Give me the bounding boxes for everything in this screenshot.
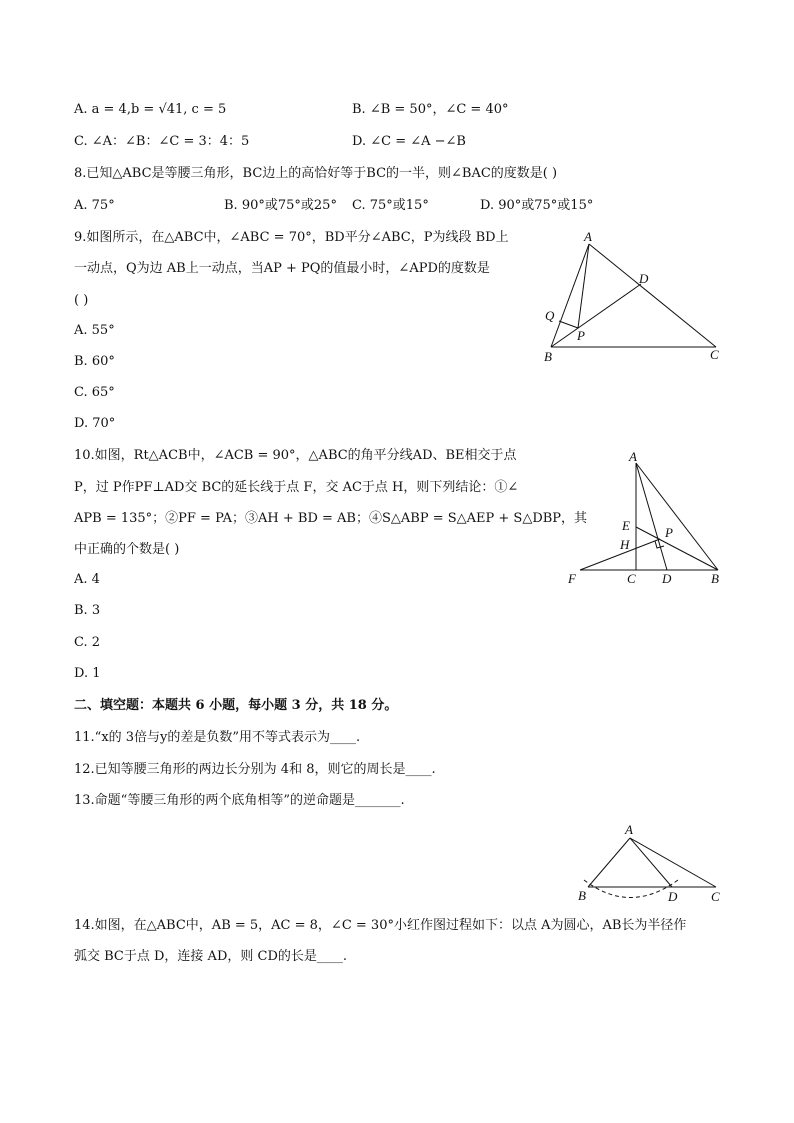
q11-stem: 11.“x的 3倍与y的差是负数”用不等式表示为____.: [74, 730, 361, 745]
q10-label-d: D: [662, 571, 672, 586]
q8-option-c: C. 75°或15°: [352, 198, 429, 213]
q14-stem-line2: 弧交 BC于点 D，连接 AD，则 CD的长是____.: [74, 949, 348, 964]
q8-option-d: D. 90°或75°或15°: [480, 198, 594, 213]
q10-option-a: A. 4: [74, 572, 100, 587]
q9-label-d: D: [639, 271, 649, 286]
q9-option-d: D. 70°: [74, 416, 116, 431]
q14-segment-ad: [630, 838, 672, 887]
q10-option-d: D. 1: [74, 666, 101, 681]
q14-side-ab: [588, 838, 630, 887]
q10-label-h: H: [620, 537, 630, 552]
q7-option-d: D. ∠C = ∠A −∠B: [352, 134, 466, 149]
q9-stem-line1: 9.如图所示，在△ABC中，∠ABC = 70°，BD平分∠ABC，P为线段 BD上: [74, 230, 509, 245]
q10-label-e: E: [622, 518, 630, 533]
q8-option-b: B. 90°或75°或25°: [224, 198, 337, 213]
q9-option-b: B. 60°: [74, 354, 115, 369]
q10-label-a: A: [629, 449, 637, 464]
q14-label-d: D: [668, 889, 678, 904]
q10-label-c: C: [627, 571, 636, 586]
q10-option-c: C. 2: [74, 635, 101, 650]
q7-option-c: C. ∠A：∠B：∠C = 3：4：5: [74, 134, 250, 149]
q10-stem-line4: 中正确的个数是( ): [74, 542, 180, 557]
q7-option-b: B. ∠B = 50°，∠C = 40°: [352, 102, 509, 117]
q14-label-a: A: [625, 822, 633, 837]
q9-stem-line3: ( ): [74, 293, 89, 308]
q10-option-b: B. 3: [74, 603, 101, 618]
q14-label-c: C: [711, 889, 720, 904]
q14-side-ac: [630, 838, 716, 887]
q9-option-c: C. 65°: [74, 385, 115, 400]
q10-stem-line1: 10.如图，Rt△ACB中，∠ACB = 90°，△ABC的角平分线AD、BE相交于点: [74, 448, 517, 463]
q9-label-b: B: [544, 349, 552, 364]
q14-stem-line1: 14.如图，在△ABC中，AB = 5，AC = 8，∠C = 30°小红作图过程如下：以点 A为圆心，AB长为半径作: [74, 918, 687, 933]
q10-label-b: B: [711, 571, 719, 586]
q14-label-b: B: [578, 888, 586, 903]
q8-stem: 8.已知△ABC是等腰三角形，BC边上的高恰好等于BC的一半，则∠BAC的度数是( ): [74, 166, 558, 181]
q12-stem: 12.已知等腰三角形的两边长分别为 4和 8，则它的周长是____.: [74, 762, 436, 777]
q10-stem-line3: APB = 135°；②PF = PA；③AH + BD = AB；④S△ABP = S△AEP + S△DBP，其: [74, 511, 588, 526]
q13-stem: 13.命题“等腰三角形的两个底角相等”的逆命题是_______.: [74, 793, 405, 808]
q9-label-p: P: [577, 328, 585, 343]
q10-label-p: P: [665, 525, 673, 540]
q9-label-q: Q: [545, 308, 555, 323]
q9-option-a: A. 55°: [74, 323, 115, 338]
q9-label-c: C: [710, 347, 719, 362]
q7-option-a: A. a = 4,b = √41, c = 5: [74, 102, 227, 117]
q8-option-a: A. 75°: [74, 198, 115, 213]
section2-heading: 二、填空题：本题共 6 小题，每小题 3 分，共 18 分。: [74, 698, 398, 713]
q14-arc: [584, 880, 678, 898]
q9-stem-line2: 一动点，Q为边 AB上一动点，当AP + PQ的值最小时，∠APD的度数是: [74, 261, 490, 276]
q9-label-a: A: [584, 229, 592, 244]
q10-stem-line2: P，过 P作PF⊥AD交 BC的延长线于点 F，交 AC于点 H，则下列结论：①∠: [74, 480, 519, 495]
q10-label-f: F: [568, 571, 576, 586]
